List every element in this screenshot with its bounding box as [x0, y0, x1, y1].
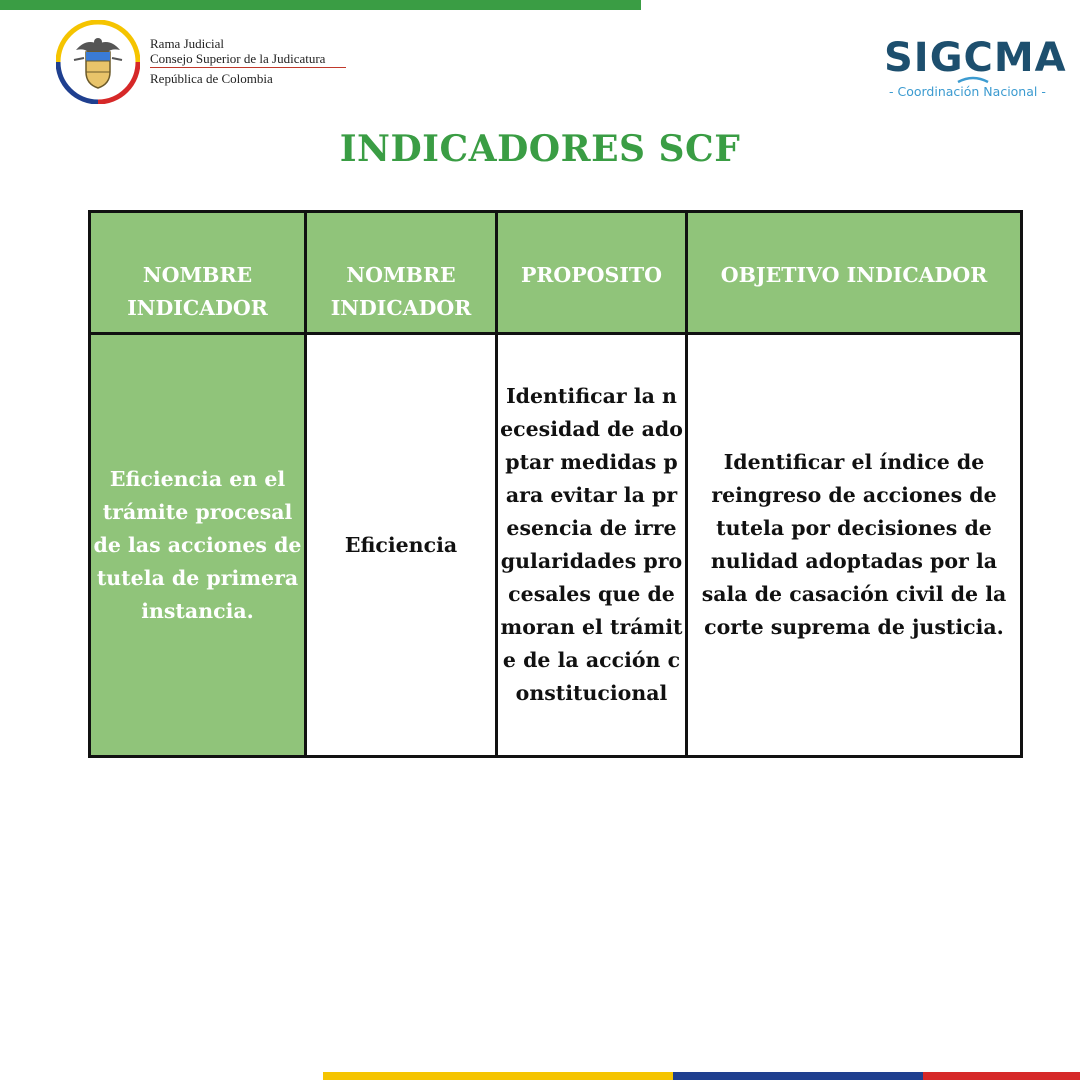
- top-green-bar: [0, 0, 641, 10]
- org-line-rama: Rama Judicial: [150, 36, 225, 51]
- header-objetivo-indicador: OBJETIVO INDICADOR: [687, 212, 1022, 334]
- cell-objective: Identificar el índice de reingreso de acciones de tutela por decisiones de nulidad adoptadas por la sala de casación civil de la corte suprema de justicia.: [687, 334, 1022, 757]
- rama-judicial-logo: [56, 20, 356, 104]
- org-line-republica: República de Colombia: [150, 71, 273, 86]
- sigcma-wordmark: SIGCMA: [884, 35, 1067, 81]
- org-divider: [150, 67, 346, 68]
- flag-stripe-red: [923, 1072, 1080, 1080]
- flag-stripe-blue: [673, 1072, 923, 1080]
- cell-purpose: Identificar la necesidad de adoptar medidas para evitar la presencia de irregularidades procesales que demoran el trámite de la acción constitucional: [497, 334, 687, 757]
- header-nombre-indicador-2: NOMBRE INDICADOR: [306, 212, 497, 334]
- sigcma-arc-icon: [956, 74, 990, 84]
- colombia-coat-of-arms-icon: [56, 20, 140, 104]
- org-line-consejo: Consejo Superior de la Judicatura: [150, 51, 326, 66]
- table-header-row: [90, 212, 1022, 334]
- cell-indicator-type: Eficiencia: [306, 334, 497, 757]
- sigcma-logo: [884, 35, 1067, 106]
- page-title: INDICADORES SCF: [339, 128, 741, 170]
- header-nombre-indicador: NOMBRE INDICADOR: [90, 212, 306, 334]
- header-proposito: PROPOSITO: [497, 212, 687, 334]
- cell-indicator-name: Eficiencia en el trámite procesal de las acciones de tutela de primera instancia.: [90, 334, 306, 757]
- table-row: [90, 334, 1022, 757]
- sigcma-subtitle: - Coordinación Nacional -: [889, 84, 1046, 99]
- indicators-table: [88, 210, 1023, 758]
- org-text-block: [150, 36, 346, 86]
- flag-stripe-yellow: [323, 1072, 673, 1080]
